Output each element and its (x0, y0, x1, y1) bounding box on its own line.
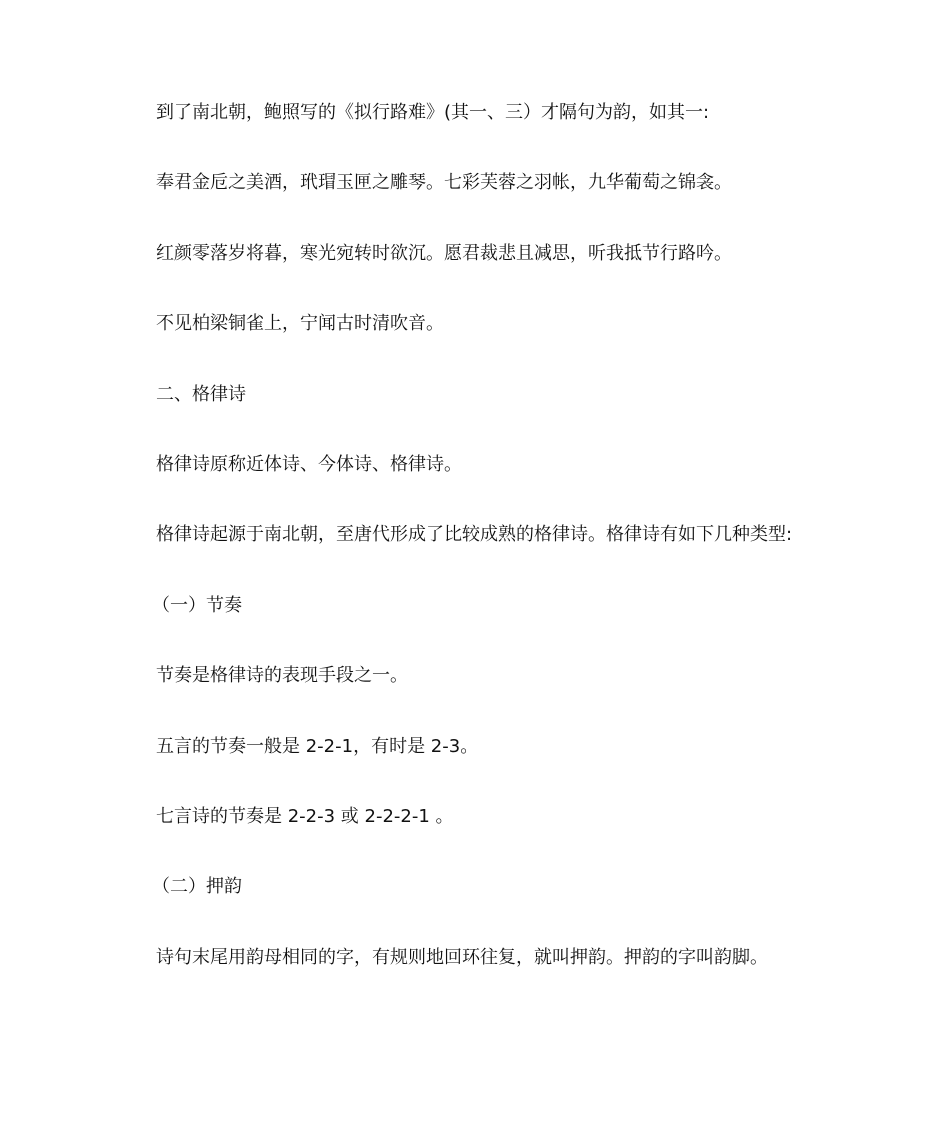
paragraph-seven-character-rhythm: 七言诗的节奏是 2-2-3 或 2-2-2-1 。 (156, 806, 454, 827)
subheading-rhyme: （二）押韵 (152, 876, 242, 897)
subheading-rhythm: （一）节奏 (152, 595, 242, 616)
paragraph-bao-zhao-intro: 到了南北朝，鲍照写的《拟行路难》(其一、三）才隔句为韵，如其一: (156, 102, 710, 123)
paragraph-rhyme-definition: 诗句末尾用韵母相同的字，有规则地回环往复，就叫押韵。押韵的字叫韵脚。 (156, 947, 768, 968)
paragraph-regulated-verse-origin: 格律诗起源于南北朝，至唐代形成了比较成熟的格律诗。格律诗有如下几种类型: (156, 524, 793, 545)
section-heading-regulated-verse: 二、格律诗 (156, 384, 246, 405)
paragraph-rhythm-intro: 节奏是格律诗的表现手段之一。 (156, 665, 408, 686)
poem-line-3: 不见柏梁铜雀上，宁闻古时清吹音。 (156, 313, 444, 334)
poem-line-1: 奉君金卮之美酒，玳瑁玉匣之雕琴。七彩芙蓉之羽帐，九华葡萄之锦衾。 (156, 172, 732, 193)
poem-line-2: 红颜零落岁将暮，寒光宛转时欲沉。愿君裁悲且减思，听我抵节行路吟。 (156, 243, 732, 264)
paragraph-regulated-verse-names: 格律诗原称近体诗、今体诗、格律诗。 (156, 454, 462, 475)
paragraph-five-character-rhythm: 五言的节奏一般是 2-2-1，有时是 2-3。 (156, 736, 479, 757)
